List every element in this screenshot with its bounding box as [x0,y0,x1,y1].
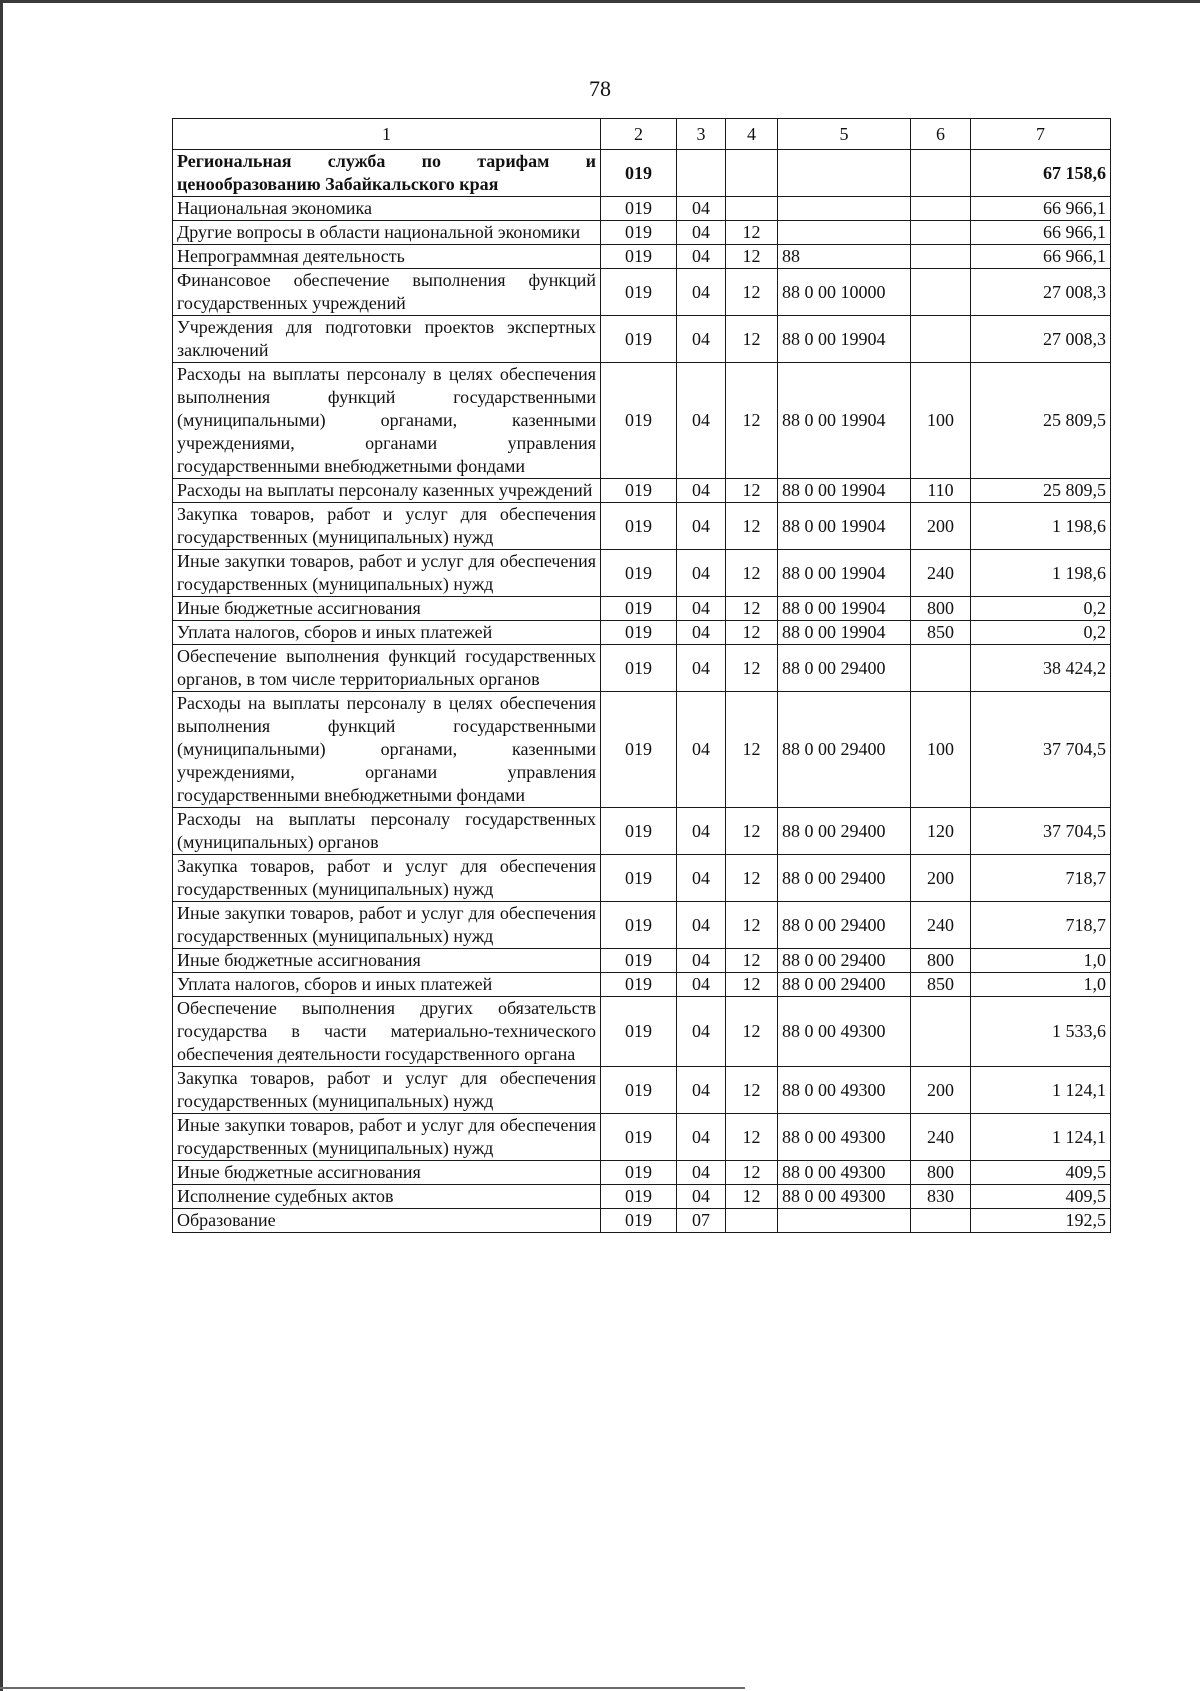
row-code-4-cell [726,1209,778,1233]
budget-table [172,118,1111,1233]
row-code-4-cell: 12 [726,550,778,597]
row-amount-cell: 1,0 [971,949,1111,973]
row-code-6-cell: 200 [911,503,971,550]
table-row [173,973,1111,997]
row-code-2-cell: 019 [601,1209,677,1233]
row-code-3-cell: 04 [677,245,726,269]
row-code-5-cell: 88 0 00 29400 [778,645,911,692]
table-row [173,949,1111,973]
row-code-2-cell: 019 [601,808,677,855]
row-code-6-cell [911,269,971,316]
row-code-2-cell: 019 [601,269,677,316]
table-row [173,621,1111,645]
row-amount-cell: 67 158,6 [971,150,1111,197]
row-code-4-cell: 12 [726,363,778,479]
row-code-6-cell [911,997,971,1067]
row-code-4-cell: 12 [726,645,778,692]
row-code-3-cell: 04 [677,503,726,550]
row-name-cell: Исполнение судебных актов [173,1185,601,1209]
row-code-3-cell: 04 [677,597,726,621]
row-code-4-cell: 12 [726,997,778,1067]
table-row [173,997,1111,1067]
row-code-2-cell: 019 [601,902,677,949]
row-code-5-cell: 88 0 00 19904 [778,316,911,363]
row-code-2-cell: 019 [601,1114,677,1161]
table-row [173,316,1111,363]
row-name-cell: Иные закупки товаров, работ и услуг для обеспечения государственных (муниципальных) нужд [173,550,601,597]
row-code-2-cell: 019 [601,363,677,479]
row-code-5-cell: 88 0 00 29400 [778,855,911,902]
row-code-3-cell: 04 [677,269,726,316]
table-row [173,1161,1111,1185]
row-name-cell: Обеспечение выполнения других обязательств государства в части материально-технического обеспечения деятельности государственного органа [173,997,601,1067]
row-code-6-cell: 200 [911,855,971,902]
row-code-4-cell: 12 [726,503,778,550]
row-code-5-cell: 88 0 00 19904 [778,621,911,645]
row-code-2-cell: 019 [601,221,677,245]
row-amount-cell: 37 704,5 [971,808,1111,855]
table-row [173,503,1111,550]
row-code-3-cell: 04 [677,855,726,902]
page-number: 78 [589,76,611,101]
row-code-6-cell: 120 [911,808,971,855]
row-code-4-cell: 12 [726,808,778,855]
row-code-2-cell: 019 [601,997,677,1067]
row-code-2-cell: 019 [601,197,677,221]
scan-edge-top [0,0,1200,3]
row-code-5-cell [778,150,911,197]
row-code-3-cell: 04 [677,621,726,645]
row-code-3-cell: 04 [677,221,726,245]
row-code-5-cell: 88 0 00 19904 [778,597,911,621]
row-amount-cell: 25 809,5 [971,479,1111,503]
row-code-6-cell: 800 [911,1161,971,1185]
row-code-4-cell [726,197,778,221]
row-code-4-cell: 12 [726,973,778,997]
column-header-1: 1 [173,119,601,150]
table-row [173,269,1111,316]
row-amount-cell: 1 124,1 [971,1067,1111,1114]
row-code-5-cell: 88 0 00 29400 [778,949,911,973]
row-code-3-cell [677,150,726,197]
row-name-cell: Уплата налогов, сборов и иных платежей [173,973,601,997]
row-code-5-cell: 88 0 00 49300 [778,1161,911,1185]
column-header-3: 3 [677,119,726,150]
row-code-4-cell: 12 [726,1161,778,1185]
row-name-cell: Закупка товаров, работ и услуг для обеспечения государственных (муниципальных) нужд [173,855,601,902]
row-name-cell: Другие вопросы в области национальной экономики [173,221,601,245]
table-row [173,150,1111,197]
row-amount-cell: 27 008,3 [971,269,1111,316]
row-amount-cell: 66 966,1 [971,221,1111,245]
column-header-4: 4 [726,119,778,150]
row-name-cell: Расходы на выплаты персоналу государственных (муниципальных) органов [173,808,601,855]
column-header-2: 2 [601,119,677,150]
row-code-3-cell: 04 [677,479,726,503]
row-code-5-cell: 88 0 00 49300 [778,1185,911,1209]
row-code-3-cell: 04 [677,550,726,597]
row-code-2-cell: 019 [601,503,677,550]
row-amount-cell: 409,5 [971,1185,1111,1209]
row-amount-cell: 409,5 [971,1161,1111,1185]
table-row [173,808,1111,855]
row-name-cell: Региональная служба по тарифам и ценообразованию Забайкальского края [173,150,601,197]
table-row [173,1209,1111,1233]
row-code-3-cell: 04 [677,1185,726,1209]
table-row [173,1114,1111,1161]
row-code-6-cell: 100 [911,363,971,479]
row-code-3-cell: 04 [677,645,726,692]
row-amount-cell: 38 424,2 [971,645,1111,692]
table-row [173,197,1111,221]
row-code-6-cell: 200 [911,1067,971,1114]
row-name-cell: Иные бюджетные ассигнования [173,1161,601,1185]
table-row [173,550,1111,597]
row-code-2-cell: 019 [601,621,677,645]
row-code-6-cell [911,316,971,363]
row-name-cell: Иные закупки товаров, работ и услуг для обеспечения государственных (муниципальных) нужд [173,1114,601,1161]
scan-edge-bottom [0,1687,745,1689]
row-name-cell: Расходы на выплаты персоналу в целях обеспечения выполнения функций государственными (муниципальными) органами, казенными учреждениями, органами управления государственными внебюджетными фондами [173,692,601,808]
row-code-6-cell [911,197,971,221]
row-code-3-cell: 04 [677,1114,726,1161]
table-row [173,221,1111,245]
row-code-6-cell [911,150,971,197]
row-code-5-cell: 88 0 00 19904 [778,550,911,597]
row-code-5-cell [778,197,911,221]
row-code-3-cell: 07 [677,1209,726,1233]
row-name-cell: Закупка товаров, работ и услуг для обеспечения государственных (муниципальных) нужд [173,503,601,550]
row-amount-cell: 192,5 [971,1209,1111,1233]
row-code-2-cell: 019 [601,1067,677,1114]
row-code-4-cell: 12 [726,479,778,503]
row-code-6-cell: 240 [911,902,971,949]
row-amount-cell: 0,2 [971,597,1111,621]
row-code-4-cell: 12 [726,245,778,269]
table-row [173,479,1111,503]
row-code-2-cell: 019 [601,1161,677,1185]
row-code-2-cell: 019 [601,245,677,269]
row-code-2-cell: 019 [601,855,677,902]
row-code-3-cell: 04 [677,997,726,1067]
row-amount-cell: 37 704,5 [971,692,1111,808]
row-amount-cell: 66 966,1 [971,245,1111,269]
row-code-2-cell: 019 [601,479,677,503]
row-amount-cell: 1,0 [971,973,1111,997]
row-code-5-cell: 88 0 00 10000 [778,269,911,316]
row-code-5-cell: 88 0 00 19904 [778,363,911,479]
row-code-3-cell: 04 [677,902,726,949]
column-header-5: 5 [778,119,911,150]
row-name-cell: Уплата налогов, сборов и иных платежей [173,621,601,645]
row-code-2-cell: 019 [601,692,677,808]
row-code-2-cell: 019 [601,973,677,997]
row-code-2-cell: 019 [601,550,677,597]
row-amount-cell: 718,7 [971,902,1111,949]
scan-edge-left [0,0,3,1691]
row-code-2-cell: 019 [601,949,677,973]
row-name-cell: Учреждения для подготовки проектов экспертных заключений [173,316,601,363]
table-row [173,855,1111,902]
row-code-5-cell: 88 0 00 19904 [778,503,911,550]
row-name-cell: Образование [173,1209,601,1233]
row-name-cell: Иные закупки товаров, работ и услуг для обеспечения государственных (муниципальных) нужд [173,902,601,949]
table-row [173,692,1111,808]
table-row [173,245,1111,269]
row-code-4-cell: 12 [726,316,778,363]
row-code-5-cell: 88 0 00 29400 [778,692,911,808]
row-name-cell: Национальная экономика [173,197,601,221]
row-code-4-cell: 12 [726,597,778,621]
table-row [173,1185,1111,1209]
row-amount-cell: 1 124,1 [971,1114,1111,1161]
row-amount-cell: 0,2 [971,621,1111,645]
row-code-3-cell: 04 [677,808,726,855]
row-code-2-cell: 019 [601,316,677,363]
row-code-5-cell: 88 0 00 29400 [778,808,911,855]
table-row [173,645,1111,692]
table-header-row [173,119,1111,150]
row-code-5-cell: 88 [778,245,911,269]
row-amount-cell: 1 198,6 [971,503,1111,550]
row-code-3-cell: 04 [677,973,726,997]
row-name-cell: Финансовое обеспечение выполнения функций государственных учреждений [173,269,601,316]
row-code-3-cell: 04 [677,949,726,973]
row-code-6-cell: 240 [911,1114,971,1161]
table-row [173,902,1111,949]
row-code-3-cell: 04 [677,1067,726,1114]
row-code-6-cell [911,245,971,269]
row-code-5-cell: 88 0 00 49300 [778,1114,911,1161]
row-code-3-cell: 04 [677,197,726,221]
row-code-6-cell: 850 [911,621,971,645]
row-code-6-cell [911,221,971,245]
row-code-4-cell [726,150,778,197]
row-code-4-cell: 12 [726,855,778,902]
row-code-4-cell: 12 [726,1067,778,1114]
row-code-3-cell: 04 [677,316,726,363]
row-name-cell: Иные бюджетные ассигнования [173,597,601,621]
row-code-3-cell: 04 [677,1161,726,1185]
row-code-5-cell: 88 0 00 49300 [778,1067,911,1114]
table-row [173,1067,1111,1114]
row-code-6-cell: 800 [911,597,971,621]
row-code-6-cell: 830 [911,1185,971,1209]
row-code-5-cell: 88 0 00 19904 [778,479,911,503]
row-code-6-cell: 850 [911,973,971,997]
table-row [173,597,1111,621]
row-amount-cell: 1 533,6 [971,997,1111,1067]
row-code-3-cell: 04 [677,363,726,479]
row-amount-cell: 66 966,1 [971,197,1111,221]
row-code-2-cell: 019 [601,150,677,197]
row-code-4-cell: 12 [726,621,778,645]
row-code-4-cell: 12 [726,1114,778,1161]
row-name-cell: Обеспечение выполнения функций государственных органов, в том числе территориальных органов [173,645,601,692]
row-code-2-cell: 019 [601,597,677,621]
row-code-6-cell: 240 [911,550,971,597]
row-amount-cell: 718,7 [971,855,1111,902]
column-header-6: 6 [911,119,971,150]
row-code-2-cell: 019 [601,645,677,692]
row-code-6-cell: 110 [911,479,971,503]
row-code-6-cell: 800 [911,949,971,973]
row-name-cell: Расходы на выплаты персоналу казенных учреждений [173,479,601,503]
row-amount-cell: 25 809,5 [971,363,1111,479]
row-code-5-cell [778,1209,911,1233]
row-code-5-cell: 88 0 00 29400 [778,902,911,949]
table-row [173,363,1111,479]
row-code-6-cell [911,645,971,692]
row-code-6-cell: 100 [911,692,971,808]
row-amount-cell: 1 198,6 [971,550,1111,597]
column-header-7: 7 [971,119,1111,150]
row-code-3-cell: 04 [677,692,726,808]
row-code-5-cell: 88 0 00 29400 [778,973,911,997]
row-amount-cell: 27 008,3 [971,316,1111,363]
row-code-4-cell: 12 [726,221,778,245]
row-code-5-cell: 88 0 00 49300 [778,997,911,1067]
row-name-cell: Расходы на выплаты персоналу в целях обеспечения выполнения функций государственными (муниципальными) органами, казенными учреждениями, органами управления государственными внебюджетными фондами [173,363,601,479]
row-code-4-cell: 12 [726,1185,778,1209]
row-code-4-cell: 12 [726,902,778,949]
row-code-4-cell: 12 [726,949,778,973]
row-code-5-cell [778,221,911,245]
row-name-cell: Непрограммная деятельность [173,245,601,269]
row-code-2-cell: 019 [601,1185,677,1209]
row-name-cell: Иные бюджетные ассигнования [173,949,601,973]
row-code-4-cell: 12 [726,269,778,316]
row-code-6-cell [911,1209,971,1233]
row-code-4-cell: 12 [726,692,778,808]
row-name-cell: Закупка товаров, работ и услуг для обеспечения государственных (муниципальных) нужд [173,1067,601,1114]
